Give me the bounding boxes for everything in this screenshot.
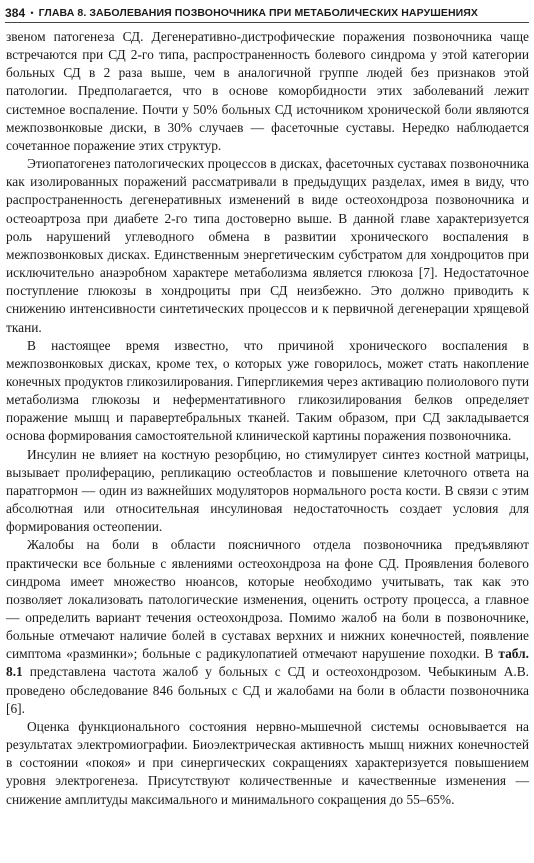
- table-reference[interactable]: табл. 8.1: [6, 646, 529, 680]
- paragraph-3: В настоящее время известно, что причиной хронического воспаления в межпозвонковых дисках, кроме тех, о которых уже говорилось, может стать накопление конечных продуктов гликозилирования. Гипергликемия через активацию полиолового пути метаболизма глюкозы и неферментативного гликозилирования белков определяет поражение мышц и паравертебральных тканей. Таким образом, при СД закладывается основа формирования самостоятельной клинической картины поражения позвоночника.: [6, 337, 529, 444]
- paragraph-6: Оценка функционального состояния нервно-мышечной системы основывается на результатах электромиографии. Биоэлектрическая активность мышц нижних конечностей в состоянии «покоя» и при синергических сокращениях характеризуется повышением уровня электрогенеза. Присутствуют количественные и качественные изменения — снижение амплитуды максимального и минимального сокращения до 55–65%.: [6, 718, 529, 807]
- header-bullet: •: [30, 8, 34, 18]
- paragraph-2: Этиопатогенез патологических процессов в дисках, фасеточных суставах позвоночника как изолированных поражений рассматривали в предыдущих разделах, имея в виду, что распространенность дегенеративных изменений в виде остеохондроза позвоночника и остеоартроза при диабете 2-го типа достоверно выше. В данной главе характеризуется роль нарушений углеводного обмена в развитии хронического воспаления в межпозвонковых дисках. Единственным энергетическим субстратом для хондроцитов при исключительно анаэробном характере метаболизма является глюкоза [7]. Недостаточное поступление глюкозы в хондроциты при СД неизбежно. Это должно приводить к снижению интенсивности синтетических процессов и к первичной дегенерации хрящевой ткани.: [6, 156, 529, 335]
- paragraph-5-text-a: Жалобы на боли в области поясничного отдела позвоночника предъявляют практически все больные с явлениями остеохондроза на фоне СД. Проявления болевого синдрома имеет множество нюансов, которые необходимо учитывать, так как это позволяет локализовать патологические изменения, оценить остроту процесса, а главное — определить вариант течения остеохондроза. Помимо жалоб на боли в позвоночнике, больные отмечают наличие болей в суставах верхних и нижних конечностей, появление симптома «разминки»; больные с радикулопатией отмечают нарушение походки. В: [6, 537, 529, 662]
- running-header: [5, 3, 531, 23]
- page-number: 384: [5, 6, 26, 20]
- paragraph-1: звеном патогенеза СД. Дегенеративно-дистрофические поражения позвоночника чаще встречаются при СД 2-го типа, распространенность болевого синдрома у этой категории больных СД в 2 раза выше, чем в аналогичной группе людей без признаков этой патологии. Предполагается, что в основе коморбидности этих заболеваний лежит системное воспаление. Почти у 50% больных СД источником хронической боли являются межпозвонковые диски, в 30% случаев — фасеточные суставы. Нередко наблюдается сочетанное поражение этих структур.: [6, 29, 529, 153]
- paragraph-5: [6, 536, 529, 718]
- paragraph-4: Инсулин не влияет на костную резорбцию, но стимулирует синтез костной матрицы, вызывает пролиферацию, репликацию остеобластов и повышение клеточного ответа на паратгормон — один из важнейших модуляторов нормального роста кости. В связи с этим абсолютная или относительная инсулиновая недостаточность создает условия для формирования остеопении.: [6, 446, 529, 535]
- body-text: [6, 28, 529, 809]
- header-rule: [5, 22, 529, 23]
- paragraph-5-text-b: представлена частота жалоб у больных с СД и остеохондрозом. Чебыкиным А.В. проведено обследование 846 больных с СД и жалобами на боли в области позвоночника [6].: [6, 664, 529, 716]
- chapter-title: ГЛАВА 8. ЗАБОЛЕВАНИЯ ПОЗВОНОЧНИКА ПРИ МЕТАБОЛИЧЕСКИХ НАРУШЕНИЯХ: [38, 7, 479, 19]
